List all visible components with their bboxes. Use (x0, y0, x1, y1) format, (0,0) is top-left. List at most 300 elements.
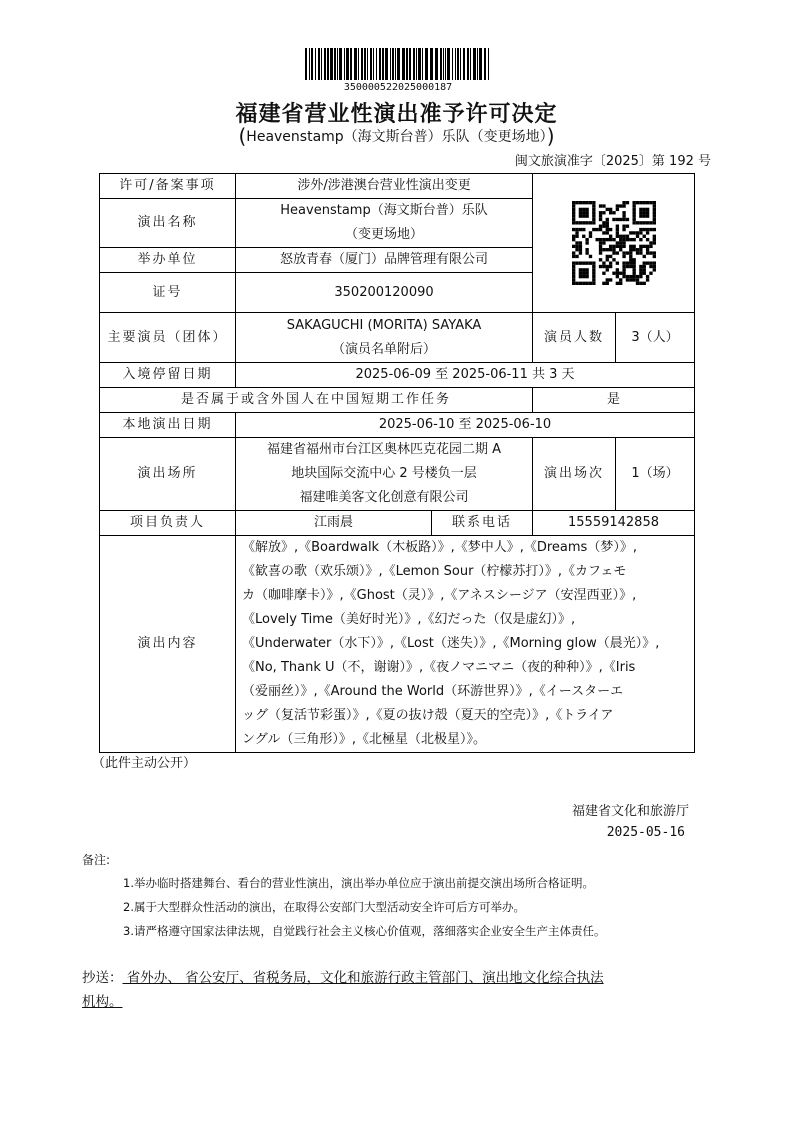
qr-module (619, 245, 622, 248)
qr-module (632, 261, 635, 264)
barcode-bar (430, 48, 433, 80)
qr-module (622, 235, 625, 238)
qr-module (642, 272, 645, 275)
qr-module (615, 268, 618, 271)
qr-code-cell (533, 174, 695, 313)
qr-module (572, 261, 575, 264)
qr-module (622, 272, 625, 275)
qr-module (629, 251, 632, 254)
qr-module (649, 201, 652, 204)
qr-module (592, 204, 595, 207)
qr-module (649, 272, 652, 275)
qr-module (592, 208, 595, 211)
qr-module (572, 255, 575, 258)
qr-module (592, 218, 595, 221)
subtitle-open-paren: ( (238, 124, 247, 148)
qr-module (572, 245, 575, 248)
qr-module (639, 228, 642, 231)
barcode-bar (390, 48, 391, 80)
qr-module (619, 235, 622, 238)
barcode-bar (382, 48, 384, 80)
qr-module (642, 221, 645, 224)
qr-module (632, 218, 635, 221)
phone-label: 联系电话 (432, 511, 533, 536)
qr-module (632, 275, 635, 278)
qr-module (608, 248, 611, 251)
qr-module (582, 208, 585, 211)
barcode-bar (346, 48, 349, 80)
qr-module (652, 208, 655, 211)
barcode-bar (418, 48, 421, 80)
qr-module (575, 241, 578, 244)
barcode-bar (321, 48, 322, 80)
barcode-bar (315, 48, 316, 80)
qr-module (645, 214, 648, 217)
content-line: ッグ（复活节彩蛋）》,《夏の抜け殻（夏天的空壳）》,《トライア (242, 708, 614, 723)
qr-module (598, 265, 601, 268)
qr-module (625, 278, 628, 281)
content-line: 《Lovely Time（美好时光）》,《幻だった（仅是虚幻）》, (242, 612, 576, 627)
qr-module (625, 261, 628, 264)
qr-module (585, 275, 588, 278)
session-value: 1（场） (616, 438, 695, 511)
qr-module (582, 201, 585, 204)
qr-module (652, 201, 655, 204)
qr-module (602, 238, 605, 241)
barcode-bar (367, 48, 368, 80)
qr-module (649, 265, 652, 268)
barcode-bar (413, 48, 415, 80)
qr-module (578, 228, 581, 231)
qr-module (622, 214, 625, 217)
barcode-bar (447, 48, 450, 80)
performer-value (236, 313, 533, 363)
barcode-bar (379, 48, 381, 80)
qr-module (645, 238, 648, 241)
qr-module (582, 214, 585, 217)
qr-module (639, 221, 642, 224)
qr-module (625, 201, 628, 204)
qr-module (605, 258, 608, 261)
document-subtitle (0, 124, 793, 148)
barcode-bar (385, 48, 388, 80)
qr-module (629, 275, 632, 278)
barcode-bar (435, 48, 438, 80)
qr-module (625, 235, 628, 238)
subtitle-text: Heavenstamp（海文斯台普）乐队（变更场地） (246, 129, 547, 145)
barcode-bar (425, 48, 428, 80)
show-name-label: 演出名称 (100, 199, 236, 248)
qr-module (649, 228, 652, 231)
content-value (236, 536, 695, 753)
qr-module (632, 204, 635, 207)
qr-module (615, 218, 618, 221)
qr-module (645, 261, 648, 264)
qr-module (598, 218, 601, 221)
qr-module (578, 282, 581, 285)
qr-module (585, 251, 588, 254)
qr-module (585, 248, 588, 251)
qr-module (615, 251, 618, 254)
qr-module (578, 208, 581, 211)
qr-module (622, 245, 625, 248)
qr-module (605, 265, 608, 268)
qr-module (632, 211, 635, 214)
qr-module (639, 272, 642, 275)
qr-module (652, 221, 655, 224)
qr-module (588, 231, 591, 234)
performer-count-value: 3（人） (616, 313, 695, 363)
qr-module (598, 238, 601, 241)
qr-module (572, 214, 575, 217)
barcode-bar (318, 48, 320, 80)
qr-module (615, 245, 618, 248)
qr-module (652, 255, 655, 258)
qr-module (632, 272, 635, 275)
qr-module (598, 245, 601, 248)
qr-module (652, 228, 655, 231)
qr-module (632, 214, 635, 217)
foreign-work-question: 是否属于或含外国人在中国短期工作任务 (100, 388, 533, 413)
qr-module (572, 228, 575, 231)
barcode-bar (334, 48, 336, 80)
qr-module (612, 238, 615, 241)
qr-module (588, 261, 591, 264)
qr-module (575, 261, 578, 264)
qr-module (649, 245, 652, 248)
qr-module (572, 251, 575, 254)
qr-module (608, 245, 611, 248)
qr-module (598, 248, 601, 251)
qr-module (622, 265, 625, 268)
qr-module (572, 204, 575, 207)
qr-module (649, 241, 652, 244)
qr-module (598, 228, 601, 231)
qr-module (622, 238, 625, 241)
content-line: カ（咖啡摩卡）》,《Ghost（灵）》,《アネスシージア（安涅西亚）》, (242, 588, 637, 603)
organizer-value: 怒放青春（厦门）品牌管理有限公司 (236, 248, 533, 273)
cc-text-line2: 机构。 (82, 994, 123, 1010)
qr-module (635, 201, 638, 204)
qr-module (582, 275, 585, 278)
qr-module (605, 228, 608, 231)
permit-type-label: 许可/备案事项 (100, 174, 236, 199)
qr-module (592, 214, 595, 217)
qr-module (605, 231, 608, 234)
qr-module (635, 248, 638, 251)
permit-table (99, 173, 695, 753)
qr-module (585, 201, 588, 204)
qr-module (585, 241, 588, 244)
permit-type-value: 涉外/涉港澳台营业性演出变更 (236, 174, 533, 199)
qr-module (608, 238, 611, 241)
barcode-bar (470, 48, 471, 80)
qr-module (572, 268, 575, 271)
qr-module (642, 255, 645, 258)
qr-module (592, 201, 595, 204)
qr-module (622, 225, 625, 228)
show-name-line1: Heavenstamp（海文斯台普）乐队 (280, 203, 488, 218)
barcode-bar (354, 48, 357, 80)
barcode-bar (452, 48, 453, 80)
qr-module (622, 268, 625, 271)
qr-module (575, 248, 578, 251)
qr-module (605, 268, 608, 271)
qr-module (652, 218, 655, 221)
qr-module (642, 214, 645, 217)
qr-module (578, 214, 581, 217)
qr-module (642, 201, 645, 204)
qr-module (602, 282, 605, 285)
barcode-bar (305, 48, 307, 80)
qr-module (602, 272, 605, 275)
qr-module (585, 282, 588, 285)
qr-module (578, 221, 581, 224)
manager-value: 江雨晨 (236, 511, 432, 536)
qr-module (642, 245, 645, 248)
barcode-bar (309, 48, 310, 80)
barcode-bar (479, 48, 482, 80)
content-line: 《歓喜の歌（欢乐颂）》,《Lemon Sour（柠檬苏打）》,《カフェモ (242, 564, 627, 579)
barcode-bar (477, 48, 478, 80)
qr-module (615, 225, 618, 228)
qr-module (615, 275, 618, 278)
qr-module (578, 245, 581, 248)
qr-module (602, 248, 605, 251)
qr-module (578, 211, 581, 214)
qr-module (652, 204, 655, 207)
qr-module (592, 268, 595, 271)
qr-module (615, 228, 618, 231)
qr-module (619, 278, 622, 281)
barcode-bar (402, 48, 405, 80)
qr-module (572, 272, 575, 275)
qr-module (625, 238, 628, 241)
qr-module (629, 245, 632, 248)
qr-module (582, 268, 585, 271)
qr-module (645, 208, 648, 211)
qr-module (572, 265, 575, 268)
show-name-line2: （变更场地） (345, 227, 424, 242)
qr-module (625, 218, 628, 221)
qr-module (578, 261, 581, 264)
qr-module (632, 265, 635, 268)
qr-module (592, 282, 595, 285)
qr-module (639, 201, 642, 204)
qr-module (602, 221, 605, 224)
cert-value: 350200120090 (236, 273, 533, 313)
qr-module (632, 231, 635, 234)
barcode-bar (422, 48, 423, 80)
barcode-bar (395, 48, 396, 80)
qr-module (642, 282, 645, 285)
qr-module (629, 278, 632, 281)
venue-line3: 福建唯美客文化创意有限公司 (299, 490, 469, 505)
qr-module (575, 235, 578, 238)
barcode-bar (327, 48, 329, 80)
qr-module (588, 255, 591, 258)
qr-module (572, 221, 575, 224)
session-label: 演出场次 (533, 438, 616, 511)
venue-value (236, 438, 533, 511)
performer-count-label: 演员人数 (533, 313, 616, 363)
qr-module (615, 208, 618, 211)
qr-module (575, 282, 578, 285)
qr-module (612, 251, 615, 254)
qr-module (605, 225, 608, 228)
qr-module (652, 238, 655, 241)
content-line: 《No, Thank U（不，谢谢）》,《夜ノマニマニ（夜的种种）》,《Iris (242, 660, 636, 675)
qr-module (602, 231, 605, 234)
qr-module (602, 225, 605, 228)
remark-note: 1.举办临时搭建舞台、看台的营业性演出，演出举办单位应于演出前提交演出场所合格证明。 (123, 876, 594, 890)
qr-module (625, 225, 628, 228)
qr-module (605, 248, 608, 251)
qr-module (645, 231, 648, 234)
qr-module (639, 214, 642, 217)
qr-module (602, 265, 605, 268)
qr-module (632, 221, 635, 224)
qr-module (639, 238, 642, 241)
qr-module (652, 265, 655, 268)
cert-label: 证号 (100, 273, 236, 313)
barcode-bar (463, 48, 465, 80)
qr-module (575, 201, 578, 204)
qr-module (585, 208, 588, 211)
content-line: 《Underwater（水下）》,《Lost（迷失）》,《Morning glow（晨光）》, (242, 636, 660, 651)
qr-module (632, 268, 635, 271)
barcode-bar (339, 48, 342, 80)
qr-module (635, 278, 638, 281)
qr-module (622, 218, 625, 221)
qr-module (592, 275, 595, 278)
qr-module (652, 241, 655, 244)
qr-module (615, 272, 618, 275)
qr-module (622, 204, 625, 207)
qr-module (639, 268, 642, 271)
qr-module (572, 275, 575, 278)
qr-module (592, 221, 595, 224)
qr-module (575, 231, 578, 234)
qr-module (598, 214, 601, 217)
qr-module (645, 245, 648, 248)
qr-module (619, 248, 622, 251)
venue-line2: 地块国际交流中心 2 号楼负一层 (291, 466, 477, 481)
qr-module (608, 255, 611, 258)
qr-module (619, 204, 622, 207)
qr-module (585, 238, 588, 241)
qr-module (642, 211, 645, 214)
qr-module (605, 221, 608, 224)
venue-label: 演出场所 (100, 438, 236, 511)
qr-module (575, 245, 578, 248)
qr-module (615, 231, 618, 234)
qr-module (642, 208, 645, 211)
qr-module (585, 272, 588, 275)
content-label: 演出内容 (100, 536, 236, 753)
content-line: ングル（三角形）》,《北極星（北极星）》。 (242, 732, 486, 747)
show-name-value (236, 199, 533, 248)
qr-module (582, 211, 585, 214)
qr-module (652, 211, 655, 214)
qr-module (619, 238, 622, 241)
qr-module (619, 282, 622, 285)
qr-module (629, 255, 632, 258)
barcode-bar (443, 48, 444, 80)
cc-text-line1: 省外办、 省公安厅、省税务局，文化和旅游行政主管部门、演出地文化综合执法 (122, 970, 604, 986)
performer-label: 主要演员（团体） (100, 313, 236, 363)
qr-module (632, 238, 635, 241)
qr-module (649, 221, 652, 224)
qr-module (642, 268, 645, 271)
qr-module (642, 265, 645, 268)
barcode-bar (330, 48, 333, 80)
qr-module (649, 251, 652, 254)
qr-module (582, 282, 585, 285)
qr-module (645, 251, 648, 254)
qr-module (592, 228, 595, 231)
qr-module (585, 211, 588, 214)
barcode-bar (484, 48, 486, 80)
qr-module (582, 228, 585, 231)
barcode-bar (460, 48, 461, 80)
qr-module (575, 255, 578, 258)
qr-module (608, 208, 611, 211)
barcode-bar (324, 48, 326, 80)
qr-module (595, 228, 598, 231)
qr-module (585, 214, 588, 217)
qr-module (632, 278, 635, 281)
qr-module (622, 201, 625, 204)
qr-module (649, 261, 652, 264)
barcode-bar (406, 48, 408, 80)
qr-module (572, 278, 575, 281)
qr-module (645, 221, 648, 224)
qr-module (622, 261, 625, 264)
qr-module (629, 261, 632, 264)
qr-module (645, 228, 648, 231)
qr-module (605, 218, 608, 221)
qr-module (645, 248, 648, 251)
qr-module (575, 228, 578, 231)
qr-module (632, 245, 635, 248)
qr-module (578, 201, 581, 204)
barcode (305, 48, 491, 80)
remark-note: 2.属于大型群众性活动的演出，在取得公安部门大型活动安全许可后方可举办。 (123, 900, 525, 914)
qr-module (582, 261, 585, 264)
qr-module (572, 211, 575, 214)
qr-module (645, 211, 648, 214)
qr-module (622, 228, 625, 231)
qr-module (572, 208, 575, 211)
qr-module (588, 221, 591, 224)
qr-module (598, 211, 601, 214)
barcode-bar (455, 48, 456, 80)
qr-module (625, 265, 628, 268)
barcode-bar (376, 48, 377, 80)
qr-module (592, 211, 595, 214)
content-line: （爱丽丝）》,《Around the World（环游世界）》,《イースターエ (242, 684, 624, 699)
qr-module (598, 251, 601, 254)
qr-module (615, 235, 618, 238)
barcode-bar (467, 48, 469, 80)
cc-label: 抄送： (82, 970, 123, 986)
qr-module (582, 272, 585, 275)
qr-module (629, 248, 632, 251)
qr-module (572, 282, 575, 285)
qr-module (615, 204, 618, 207)
qr-module (578, 275, 581, 278)
